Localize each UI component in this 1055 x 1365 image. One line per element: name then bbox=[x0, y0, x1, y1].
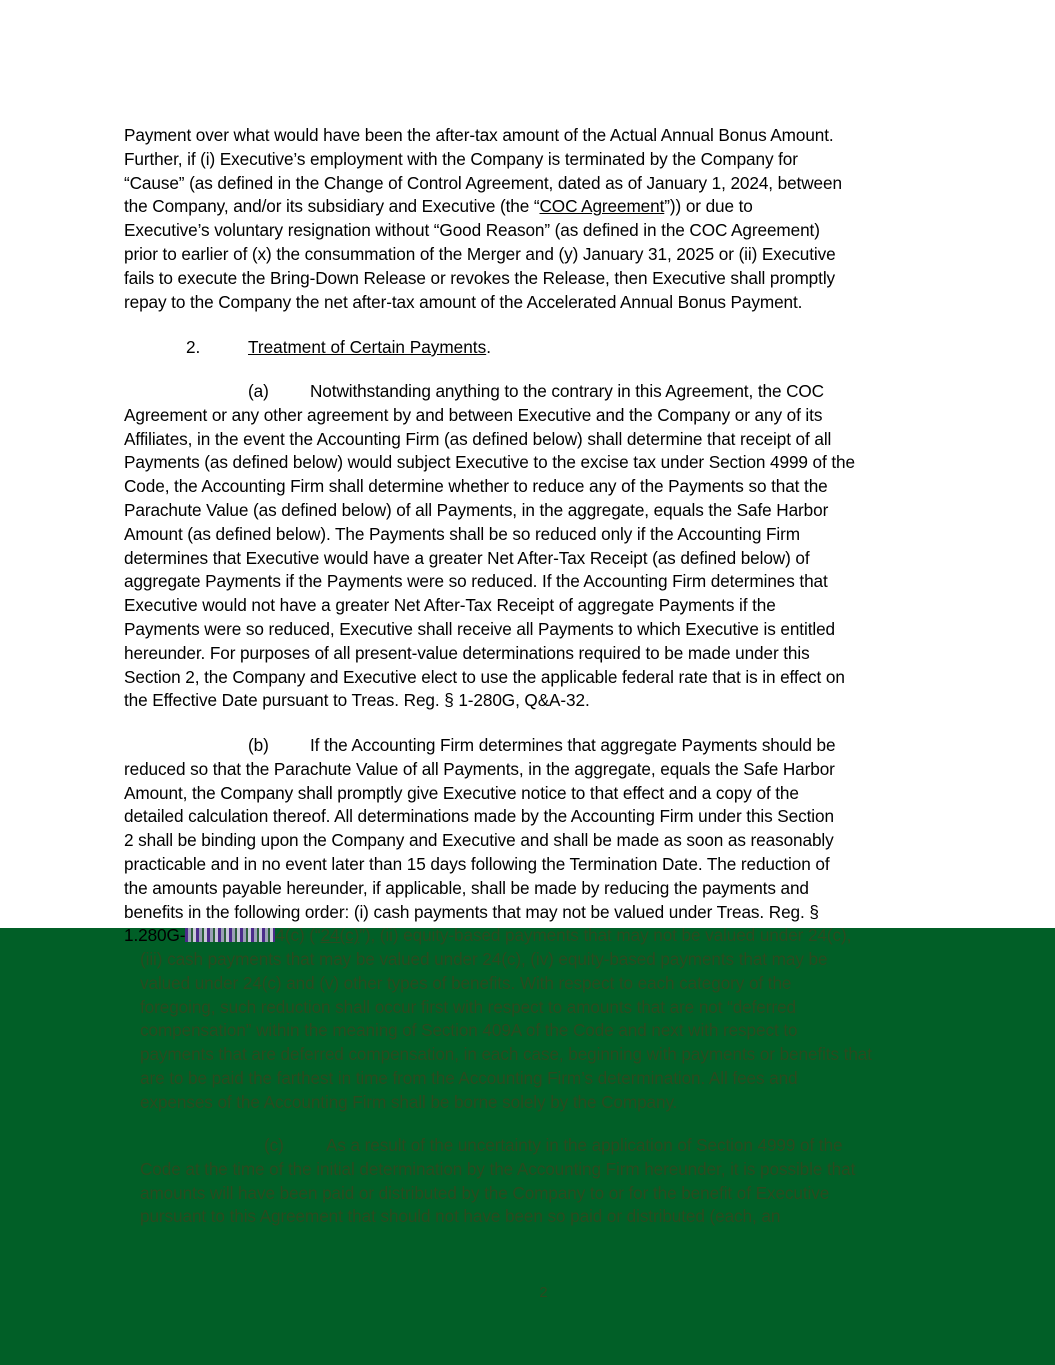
text-fragment: Notwithstanding anything to the contrary in this Agreement, the COC bbox=[310, 381, 824, 401]
text-line: aggregate Payments if the Payments were so reduced. If the Accounting Firm determines that bbox=[124, 571, 828, 592]
text-line bbox=[124, 380, 944, 404]
text-line: Amount, the Company shall promptly give Executive notice to that effect and a copy of the bbox=[124, 782, 799, 803]
text-line bbox=[140, 1134, 960, 1158]
coc-agreement-defined-term: COC Agreement bbox=[539, 196, 665, 217]
text-line: 2 shall be binding upon the Company and Executive and shall be made as soon as reasonably bbox=[124, 830, 834, 851]
text-line: Executive would not have a greater Net After-Tax Receipt of aggregate Payments if the bbox=[124, 595, 776, 616]
text-line: (iii) cash payments that may be valued under 24(c), (iv) equity-based payments that may be bbox=[140, 949, 828, 969]
text-line: Amount (as defined below). The Payments shall be so reduced only if the Accounting Firm bbox=[124, 523, 800, 544]
text-line: are to be paid the farthest in time from the Accounting Firm’s determination. All fees and bbox=[140, 1067, 798, 1088]
text-line: benefits in the following order: (i) cash payments that may not be valued under Treas. Reg. § bbox=[124, 901, 819, 922]
paragraph-label: (c) bbox=[264, 1135, 284, 1155]
text-line: valued under 24(c) and (v) other types of benefits. With respect to each category of the bbox=[140, 972, 792, 993]
paragraph-b bbox=[124, 734, 944, 948]
text-line: Executive’s voluntary resignation without “Good Reason” (as defined in the COC Agreement) bbox=[124, 220, 820, 241]
text-fragment: ”)) or due to bbox=[664, 196, 753, 217]
paragraph-b-continued bbox=[140, 948, 960, 1115]
rendering-artifact bbox=[185, 928, 275, 942]
paragraph-a bbox=[124, 380, 944, 713]
text-line: compensation” within the meaning of Section 409A of the Code and next with respect to bbox=[140, 1020, 798, 1041]
paragraph-label: (b) bbox=[248, 735, 269, 755]
section-title-period: . bbox=[486, 337, 491, 357]
text-line: fails to execute the Bring-Down Release or revokes the Release, then Executive shall promptly bbox=[124, 267, 836, 288]
text-line: the amounts payable hereunder, if applicable, shall be made by reducing the payments and bbox=[124, 877, 809, 898]
text-line: Code at the time of the initial determination by the Accounting Firm hereunder, it is possible that bbox=[140, 1158, 856, 1179]
section-number: 2. bbox=[186, 337, 201, 357]
text-line: the Effective Date pursuant to Treas. Reg. § 1-280G, Q&A-32. bbox=[124, 690, 590, 711]
text-line: payments that are deferred compensation, in each case, beginning with payments or benefits that bbox=[140, 1044, 872, 1065]
text-fragment: 1.280G- bbox=[124, 925, 186, 946]
text-fragment: If the Accounting Firm determines that aggregate Payments should be bbox=[310, 735, 836, 755]
text-line: Affiliates, in the event the Accounting Firm (as defined below) shall determine that receipt of all bbox=[124, 428, 832, 449]
text-line: Further, if (i) Executive’s employment with the Company is terminated by the Company for bbox=[124, 148, 798, 169]
text-line: Section 2, the Company and Executive elect to use the applicable federal rate that is in effect on bbox=[124, 666, 845, 687]
text-line: determines that Executive would have a greater Net After-Tax Receipt (as defined below) of bbox=[124, 547, 810, 568]
paragraph-c bbox=[140, 1134, 960, 1229]
defined-term-24c: 24(c) bbox=[320, 925, 360, 946]
text-line: Code, the Accounting Firm shall determine whether to reduce any of the Payments so that the bbox=[124, 476, 828, 497]
text-line: “Cause” (as defined in the Change of Control Agreement, dated as of January 1, 2024, between bbox=[124, 172, 842, 193]
text-line: pursuant to this Agreement that should not have been so paid or distributed (each, an bbox=[140, 1206, 781, 1227]
text-line: Payments (as defined below) would subject Executive to the excise tax under Section 4999 of the bbox=[124, 452, 855, 473]
section-heading bbox=[186, 336, 491, 360]
paragraph-label: (a) bbox=[248, 381, 269, 401]
text-fragment: ”), (ii) equity-based payments that may not be valued under 24(c), bbox=[359, 925, 852, 946]
text-line: Agreement or any other agreement by and between Executive and the Company or any of its bbox=[124, 404, 823, 425]
text-line: Payment over what would have been the after-tax amount of the Actual Annual Bonus Amount. bbox=[124, 125, 834, 145]
text-line: hereunder. For purposes of all present-value determinations required to be made under this bbox=[124, 642, 810, 663]
text-fragment: 4(c) (“ bbox=[275, 925, 321, 946]
text-line: expenses of the Accounting Firm shall be borne solely by the Company. bbox=[140, 1091, 678, 1112]
text-line: amounts will have been paid or distributed by the Company to or for the benefit of Executive bbox=[140, 1182, 830, 1203]
text-line bbox=[124, 734, 944, 758]
text-line: Parachute Value (as defined below) of all Payments, in the aggregate, equals the Safe Harbor bbox=[124, 499, 829, 520]
intro-paragraph bbox=[124, 124, 944, 314]
section-title: Treatment of Certain Payments bbox=[248, 337, 487, 357]
text-line-glitched bbox=[124, 924, 944, 948]
text-line: practicable and in no event later than 15 days following the Termination Date. The reduction of bbox=[124, 853, 830, 874]
text-line: repay to the Company the net after-tax amount of the Accelerated Annual Bonus Payment. bbox=[124, 291, 803, 312]
page-number: 2 bbox=[539, 1284, 548, 1301]
text-line: Payments were so reduced, Executive shall receive all Payments to which Executive is entitled bbox=[124, 618, 836, 639]
text-line: reduced so that the Parachute Value of all Payments, in the aggregate, equals the Safe Harbor bbox=[124, 758, 835, 779]
text-line: prior to earlier of (x) the consummation of the Merger and (y) January 31, 2025 or (ii) Executive bbox=[124, 243, 836, 264]
text-line: detailed calculation thereof. All determinations made by the Accounting Firm under this Section bbox=[124, 806, 834, 827]
text-line bbox=[124, 195, 944, 219]
text-line: foregoing, such reduction shall occur first with respect to amounts that are not “deferred bbox=[140, 996, 796, 1017]
text-fragment: the Company, and/or its subsidiary and Executive (the “ bbox=[124, 196, 540, 217]
text-fragment: As a result of the uncertainty in the application of Section 4999 of the bbox=[326, 1135, 843, 1155]
